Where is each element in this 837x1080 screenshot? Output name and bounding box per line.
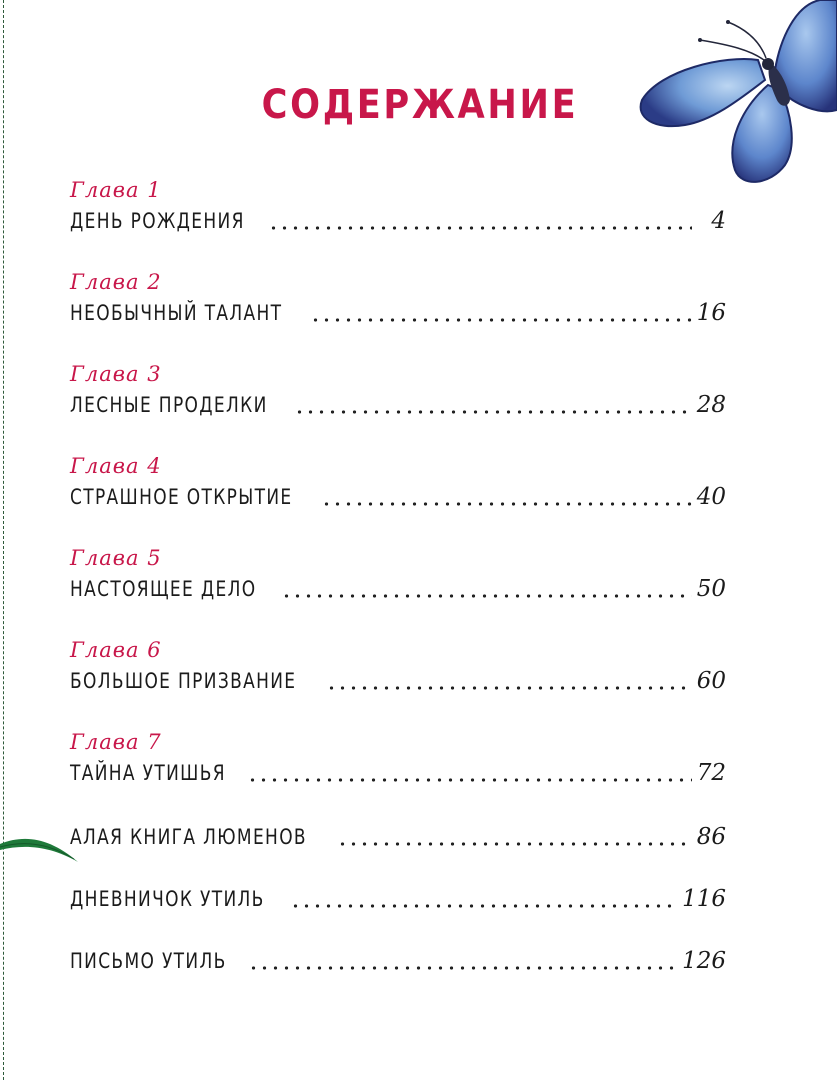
entry-title: ЛЕСНЫЕ ПРОДЕЛКИ <box>70 393 268 417</box>
dot-leader <box>247 763 692 783</box>
toc-line <box>70 664 726 698</box>
chapter-label: Глава 4 <box>70 454 162 478</box>
chapter-label: Глава 2 <box>70 270 162 294</box>
page-number: 126 <box>682 948 726 974</box>
entry-title: ДЕНЬ РОЖДЕНИЯ <box>70 209 245 233</box>
toc-line <box>70 882 726 916</box>
chapter-label: Глава 3 <box>70 362 162 386</box>
page-number: 16 <box>696 300 726 326</box>
dot-leader <box>281 579 692 599</box>
page-number: 86 <box>696 824 726 850</box>
perforated-edge <box>3 0 4 1080</box>
dot-leader <box>310 303 692 323</box>
chapter-label: Глава 1 <box>70 178 162 202</box>
toc-entry[interactable] <box>70 882 726 916</box>
leaf-illustration <box>0 832 80 866</box>
toc-line <box>70 820 726 854</box>
entry-title: ДНЕВНИЧОК УТИЛЬ <box>70 887 265 911</box>
page-number: 72 <box>696 760 726 786</box>
chapter-label: Глава 6 <box>70 638 162 662</box>
toc-line <box>70 756 726 790</box>
entry-title: НЕОБЫЧНЫЙ ТАЛАНТ <box>70 301 283 325</box>
page-number: 60 <box>696 668 726 694</box>
entry-title: АЛАЯ КНИГА ЛЮМЕНОВ <box>70 825 307 849</box>
chapter-label: Глава 7 <box>70 730 162 754</box>
dot-leader <box>337 827 692 847</box>
entry-title: НАСТОЯЩЕЕ ДЕЛО <box>70 577 257 601</box>
page-number: 116 <box>682 886 726 912</box>
entry-title: СТРАШНОЕ ОТКРЫТИЕ <box>70 485 293 509</box>
dot-leader <box>326 671 692 691</box>
page-title: СОДЕРЖАНИЕ <box>261 82 579 128</box>
page-number: 4 <box>711 208 726 234</box>
toc-entry[interactable] <box>70 270 726 330</box>
entry-title: ТАЙНА УТИШЬЯ <box>70 761 226 785</box>
toc-line <box>70 296 726 330</box>
page-number: 40 <box>696 484 726 510</box>
toc-entry[interactable] <box>70 546 726 606</box>
entry-title: ПИСЬМО УТИЛЬ <box>70 949 227 973</box>
dot-leader <box>290 889 678 909</box>
toc-entry[interactable] <box>70 638 726 698</box>
toc-entry[interactable] <box>70 730 726 790</box>
toc-entry[interactable] <box>70 454 726 514</box>
toc-line <box>70 480 726 514</box>
dot-leader <box>321 487 692 507</box>
entry-title: БОЛЬШОЕ ПРИЗВАНИЕ <box>70 669 297 693</box>
toc-line <box>70 204 726 238</box>
toc-line <box>70 572 726 606</box>
dot-leader <box>268 211 692 231</box>
chapter-label: Глава 5 <box>70 546 162 570</box>
toc-line <box>70 388 726 422</box>
toc-entry[interactable] <box>70 178 726 238</box>
page-number: 28 <box>696 392 726 418</box>
page-number: 50 <box>696 576 726 602</box>
toc-entry[interactable] <box>70 362 726 422</box>
dot-leader <box>248 951 678 971</box>
toc-entry[interactable] <box>70 944 726 978</box>
butterfly-illustration <box>630 0 837 195</box>
toc-line <box>70 944 726 978</box>
toc-entry[interactable] <box>70 820 726 854</box>
dot-leader <box>294 395 692 415</box>
